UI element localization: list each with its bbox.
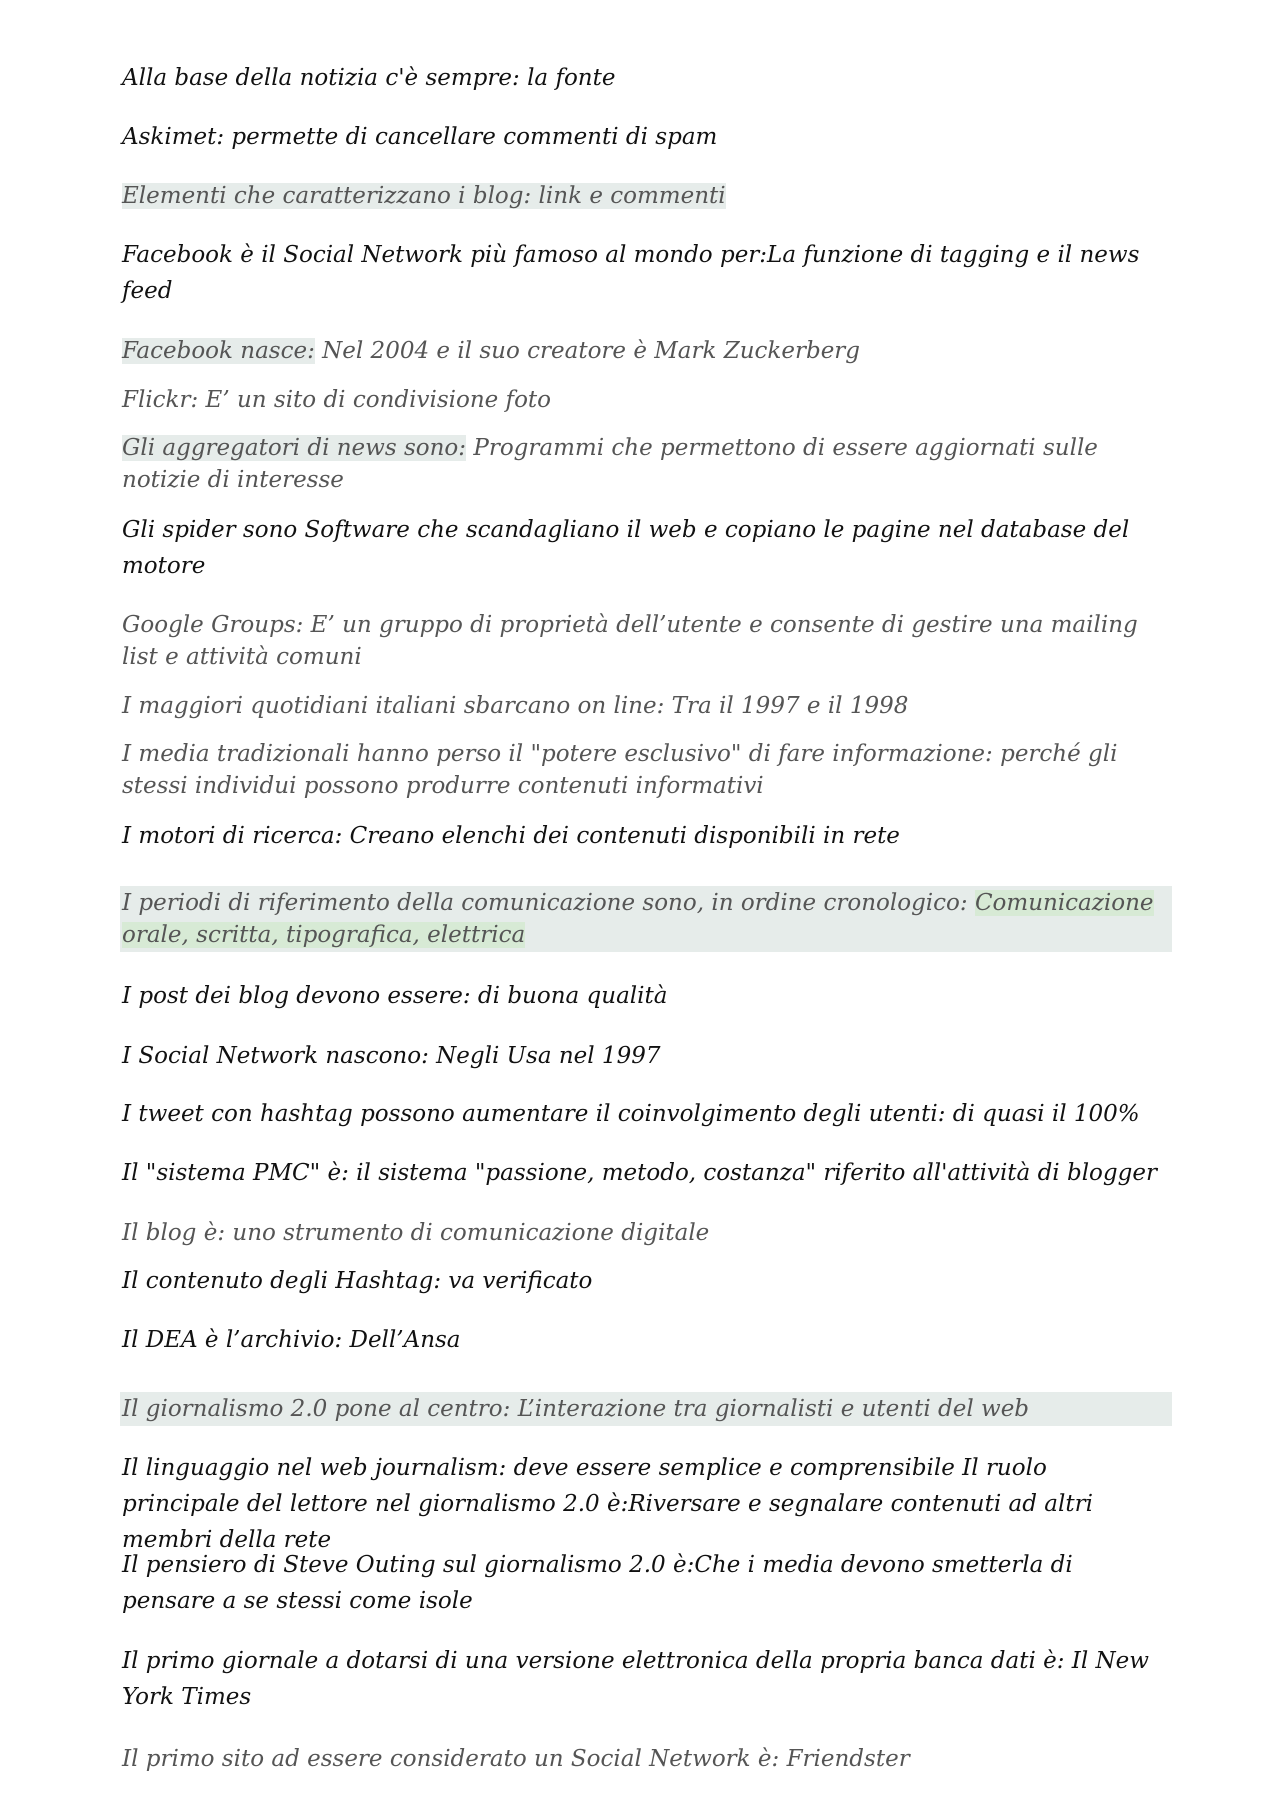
- text-line-quotidiani: I maggiori quotidiani italiani sbarcano on line: Tra il 1997 e il 1998: [122, 693, 909, 719]
- text-line-linguaggio-web: Il linguaggio nel web journalism: deve essere semplice e comprensibile Il ruolo principale del lettore nel giornalismo 2.0 è:Riversare e segnalare contenuti ad altri membri della rete: [122, 1455, 1093, 1553]
- text-line-hashtag-contenuto: Il contenuto degli Hashtag: va verificato: [122, 1268, 593, 1294]
- text-line-elementi-blog: [122, 180, 1170, 212]
- text-line-google-groups: Google Groups: E’ un gruppo di proprietà dell’utente e consente di gestire una mailing list e attività comuni: [122, 612, 1138, 670]
- text-line-media-tradizionali: I media tradizionali hanno perso il "potere esclusivo" di fare informazione: perché gli stessi individui possono produrre contenuti informativi: [122, 741, 1118, 799]
- text-line-periodi-comunicazione: [122, 887, 1170, 951]
- answer-aggregatori: Programmi che permettono di essere aggiornati sulle notizie di interesse: [122, 435, 1098, 493]
- text-line-primo-giornale: Il primo giornale a dotarsi di una versione elettronica della propria banca dati è: Il New York Times: [122, 1648, 1149, 1710]
- text-line-facebook-nasce: [122, 335, 1170, 367]
- text-line-sistema-pmc: Il "sistema PMC" è: il sistema "passione, metodo, costanza" riferito all'attività di blogger: [122, 1160, 1157, 1186]
- text-line-fonte: Alla base della notizia c'è sempre: la fonte: [122, 65, 616, 91]
- text-line-friendster: Il primo sito ad essere considerato un Social Network è: Friendster: [122, 1746, 910, 1772]
- text-line-blog-strumento: Il blog è: uno strumento di comunicazione digitale: [122, 1220, 710, 1246]
- highlight-aggregatori: Gli aggregatori di news sono:: [122, 435, 467, 461]
- question-periodi: I periodi di riferimento della comunicazione sono, in ordine cronologico:: [122, 890, 975, 916]
- text-line-aggregatori: [122, 432, 1170, 496]
- text-line-spider: Gli spider sono Software che scandagliano il web e copiano le pagine nel database del motore: [122, 517, 1130, 579]
- text-line-steve-outing: Il pensiero di Steve Outing sul giornalismo 2.0 è:Che i media devono smetterla di pensare a se stessi come isole: [122, 1552, 1073, 1614]
- text-line-flickr: Flickr: E’ un sito di condivisione foto: [122, 387, 552, 413]
- answer-facebook-nasce: Nel 2004 e il suo creatore è Mark Zuckerberg: [314, 338, 861, 364]
- highlight-elementi-blog: Elementi che caratterizzano i blog: link e commenti: [122, 183, 726, 209]
- text-line-post-blog: I post dei blog devono essere: di buona qualità: [122, 983, 668, 1009]
- text-line-tweet-hashtag: I tweet con hashtag possono aumentare il coinvolgimento degli utenti: di quasi il 100%: [122, 1101, 1140, 1127]
- text-line-askimet: Askimet: permette di cancellare commenti di spam: [122, 124, 718, 150]
- highlight-periodi-answer: Comunicazione orale, scritta, tipografica, elettrica: [122, 890, 1154, 948]
- text-line-giornalismo-20: Il giornalismo 2.0 pone al centro: L’interazione tra giornalisti e utenti del web: [122, 1396, 1030, 1422]
- text-line-facebook-tagging: Facebook è il Social Network più famoso al mondo per:La funzione di tagging e il news feed: [122, 242, 1140, 304]
- text-line-dea-archivio: Il DEA è l’archivio: Dell’Ansa: [122, 1327, 461, 1353]
- text-line-motori-ricerca: I motori di ricerca: Creano elenchi dei contenuti disponibili in rete: [122, 823, 900, 849]
- highlight-facebook-nasce: Facebook nasce:: [122, 338, 315, 364]
- text-line-social-network-nascono: I Social Network nascono: Negli Usa nel 1997: [122, 1043, 661, 1069]
